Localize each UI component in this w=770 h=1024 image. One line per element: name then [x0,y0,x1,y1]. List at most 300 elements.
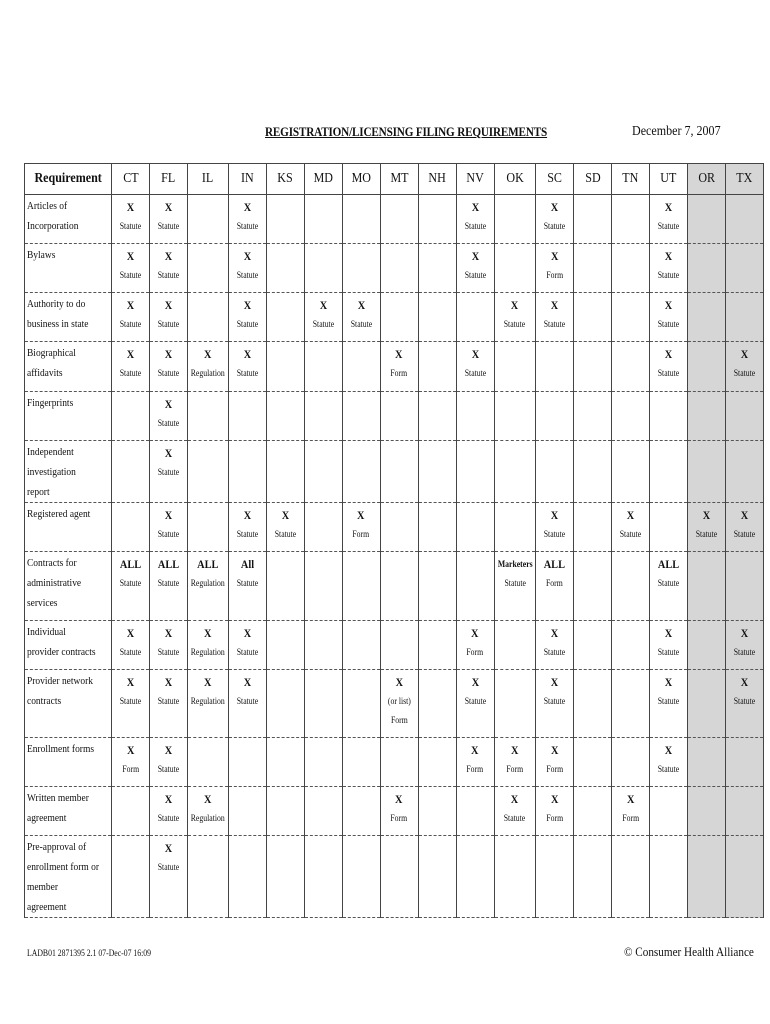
requirement-source: Statute [119,270,142,280]
requirement-cell-ct [112,836,150,918]
requirement-cell-tx [725,441,763,503]
requirement-cell-or [687,738,725,787]
table-header-row [25,164,764,195]
requirement-cell-md [304,441,342,503]
state-column-header-ks: KS [266,164,304,195]
table-row [25,621,764,670]
requirement-cell-mt [380,738,418,787]
requirement-source: Statute [157,319,180,329]
requirement-source: Statute [236,529,258,539]
requirement-mark: X [204,626,212,640]
requirement-cell-mo [342,836,380,918]
requirement-cell-in [228,738,266,787]
requirement-cell-sc [535,293,573,342]
requirement-mark: X [395,675,403,689]
requirement-mark: X [126,347,135,361]
state-column-header-ut: UT [649,164,687,195]
requirement-label: Biographical affidavits [25,342,112,392]
requirement-cell-ok [494,670,535,738]
requirement-cell-nh [418,342,456,392]
requirement-source: Statute [733,696,756,706]
requirement-mark: X [664,675,673,689]
requirement-cell-nv [456,441,494,503]
requirement-cell-ok [494,342,535,392]
requirement-cell-or [687,342,725,392]
requirement-source: Statute [236,578,258,588]
requirement-cell-nh [418,441,456,503]
requirement-source: Statute [657,578,680,588]
requirement-cell-ut [649,670,687,738]
requirement-mark: X [164,841,173,855]
requirement-mark: X [550,200,559,214]
requirement-cell-tn [611,621,649,670]
requirement-cell-or [687,787,725,836]
requirement-mark: X [664,347,673,361]
requirement-mark: ALL [543,557,566,571]
requirement-cell-fl [150,195,188,244]
requirement-mark: ALL [657,557,680,571]
requirement-cell-fl [150,342,188,392]
requirement-cell-or [687,503,725,552]
requirement-cell-mo [342,787,380,836]
requirement-label: Registered agent [25,503,112,552]
requirement-cell-fl [150,836,188,918]
requirement-cell-tx [725,392,763,441]
requirement-mark: X [243,347,251,361]
requirement-cell-tx [725,293,763,342]
requirement-cell-or [687,621,725,670]
requirement-cell-ct [112,503,150,552]
requirement-mark: X [243,626,251,640]
requirement-mark: X [471,249,479,263]
requirement-cell-fl [150,670,188,738]
requirement-cell-ok [494,244,535,293]
requirement-cell-ks [266,738,304,787]
requirement-cell-ct [112,621,150,670]
requirement-cell-ut [649,293,687,342]
table-row [25,787,764,836]
requirement-mark: X [243,200,251,214]
requirement-cell-sd [573,670,611,738]
requirement-cell-ut [649,787,687,836]
requirement-cell-sc [535,342,573,392]
requirement-source: Form [546,764,563,774]
requirement-cell-ut [649,244,687,293]
requirement-mark: X [510,792,519,806]
requirement-cell-il [188,552,229,621]
requirement-cell-mo [342,738,380,787]
state-column-header-ct: CT [112,164,150,195]
requirement-source: Statute [657,647,680,657]
state-column-header-mo: MO [342,164,380,195]
requirement-cell-mo [342,293,380,342]
requirement-cell-il [188,738,229,787]
requirement-cell-il [188,293,229,342]
state-column-header-mt: MT [380,164,418,195]
footer-document-id: LADB01 2871395 2.1 07-Dec-07 16:09 [27,948,152,958]
requirement-cell-tn [611,195,649,244]
requirement-label: Authority to do business in state [25,293,112,342]
requirement-cell-sc [535,621,573,670]
requirement-cell-nh [418,293,456,342]
requirement-cell-or [687,244,725,293]
requirement-source: Statute [312,319,334,329]
requirement-mark: X [550,508,559,522]
state-column-header-il: IL [188,164,229,195]
requirement-cell-fl [150,787,188,836]
requirement-source: Statute [236,270,258,280]
requirements-table [24,163,764,918]
requirement-source-extra: Form [390,715,408,725]
requirement-cell-ut [649,195,687,244]
requirement-cell-tx [725,621,763,670]
requirement-cell-nh [418,392,456,441]
requirement-cell-sc [535,392,573,441]
requirement-cell-tx [725,552,763,621]
requirement-cell-mt [380,342,418,392]
requirement-cell-ct [112,342,150,392]
requirement-mark: X [243,675,251,689]
requirement-source: Statute [350,319,372,329]
requirement-source: (or list) [387,696,411,706]
requirement-label: Written member agreement [25,787,112,836]
requirement-mark: X [702,508,711,522]
requirement-cell-in [228,392,266,441]
requirement-source: Statute [695,529,718,539]
table-row [25,195,764,244]
requirement-mark: X [126,675,135,689]
requirement-cell-ok [494,392,535,441]
requirement-cell-ok [494,738,535,787]
requirement-mark: X [281,508,289,522]
requirement-cell-ks [266,787,304,836]
requirement-cell-nv [456,738,494,787]
footer-copyright: © Consumer Health Alliance [624,944,754,959]
requirement-cell-sc [535,441,573,503]
document-date: December 7, 2007 [632,124,721,139]
requirement-source: Form [390,813,408,823]
requirement-source: Regulation [190,578,225,588]
requirement-mark: X [395,792,403,806]
requirement-mark: X [243,298,251,312]
requirement-cell-ok [494,503,535,552]
requirement-mark: X [164,626,173,640]
requirement-cell-ut [649,621,687,670]
requirement-source: Statute [657,221,680,231]
requirement-cell-sd [573,441,611,503]
requirement-cell-tn [611,342,649,392]
requirement-source: Regulation [190,368,225,378]
requirement-cell-sc [535,503,573,552]
state-column-header-md: MD [304,164,342,195]
requirement-cell-nv [456,836,494,918]
requirement-source: Form [122,764,139,774]
requirement-cell-mt [380,441,418,503]
requirement-source: Statute [119,578,142,588]
requirement-label: Provider network contracts [25,670,112,738]
requirement-cell-ut [649,552,687,621]
requirement-cell-tx [725,738,763,787]
requirement-cell-tx [725,503,763,552]
requirement-cell-in [228,342,266,392]
state-column-header-nh: NH [418,164,456,195]
requirement-cell-md [304,503,342,552]
requirement-cell-ct [112,293,150,342]
requirement-cell-mt [380,195,418,244]
requirement-cell-ks [266,293,304,342]
requirement-source: Form [506,764,524,774]
requirement-cell-ct [112,787,150,836]
state-column-header-fl: FL [150,164,188,195]
requirement-cell-nh [418,836,456,918]
requirement-source: Statute [657,696,680,706]
requirement-mark: Marketers [497,559,533,569]
requirement-source: Statute [236,696,258,706]
requirement-source: Form [546,270,563,280]
requirement-source: Statute [619,529,642,539]
requirement-cell-tx [725,195,763,244]
requirement-cell-ks [266,392,304,441]
requirement-label: Independent investigation report [25,441,112,503]
requirement-cell-il [188,441,229,503]
requirement-source: Statute [464,270,486,280]
requirement-label: Individual provider contracts [25,621,112,670]
requirement-source: Statute [543,221,566,231]
requirement-cell-il [188,342,229,392]
table-row [25,293,764,342]
requirement-cell-sd [573,342,611,392]
requirement-mark: X [740,626,749,640]
requirement-source: Statute [157,696,180,706]
requirement-source: Statute [543,647,566,657]
requirement-cell-mt [380,670,418,738]
requirement-cell-il [188,195,229,244]
state-column-header-tx: TX [725,164,763,195]
requirement-source: Statute [657,368,680,378]
requirement-cell-sc [535,787,573,836]
state-column-header-in: IN [228,164,266,195]
requirement-cell-il [188,244,229,293]
requirement-cell-mo [342,441,380,503]
table-row [25,738,764,787]
table-body [25,195,764,918]
requirement-cell-or [687,836,725,918]
requirement-cell-tx [725,836,763,918]
requirement-mark: X [243,249,251,263]
requirement-cell-nv [456,195,494,244]
requirement-mark: X [550,792,559,806]
requirement-cell-in [228,441,266,503]
requirement-cell-tn [611,293,649,342]
requirement-cell-ct [112,670,150,738]
requirement-source: Statute [733,529,756,539]
table-row [25,342,764,392]
requirement-label: Bylaws [25,244,112,293]
requirement-mark: X [164,249,173,263]
requirement-mark: X [126,200,135,214]
requirement-cell-sc [535,552,573,621]
requirement-mark: X [471,626,479,640]
state-column-header-nv: NV [456,164,494,195]
requirement-label: Articles of Incorporation [25,195,112,244]
requirement-cell-sd [573,836,611,918]
requirement-cell-md [304,293,342,342]
requirement-cell-tn [611,738,649,787]
requirement-source: Statute [236,221,258,231]
requirement-cell-md [304,787,342,836]
requirement-cell-tn [611,244,649,293]
requirement-cell-tx [725,787,763,836]
requirement-cell-in [228,836,266,918]
requirement-source: Statute [157,578,180,588]
requirement-source: Statute [157,862,180,872]
document-title: REGISTRATION/LICENSING FILING REQUIREMENTS [265,124,548,139]
requirement-cell-ut [649,392,687,441]
requirement-source: Statute [503,319,526,329]
requirement-cell-mo [342,670,380,738]
requirement-label: Enrollment forms [25,738,112,787]
requirement-cell-in [228,552,266,621]
requirement-cell-ut [649,738,687,787]
requirement-mark: X [664,298,673,312]
requirement-cell-ks [266,621,304,670]
requirement-mark: X [471,200,479,214]
requirement-cell-sd [573,503,611,552]
requirement-cell-sc [535,195,573,244]
requirement-source: Statute [119,221,142,231]
requirement-mark: X [319,298,327,312]
requirement-cell-in [228,787,266,836]
requirement-cell-mt [380,836,418,918]
requirement-mark: X [164,792,173,806]
table-row [25,552,764,621]
requirement-source: Regulation [190,647,225,657]
requirement-source: Regulation [190,696,225,706]
requirement-cell-ok [494,552,535,621]
state-column-header-ok: OK [494,164,535,195]
requirement-cell-sc [535,670,573,738]
requirement-mark: X [126,249,135,263]
requirement-cell-md [304,621,342,670]
requirement-source: Statute [464,368,486,378]
requirement-cell-ct [112,552,150,621]
requirement-cell-nv [456,392,494,441]
requirement-cell-tn [611,787,649,836]
requirement-cell-tx [725,244,763,293]
table-row [25,836,764,918]
requirement-source: Statute [236,647,258,657]
requirement-mark: X [164,298,173,312]
requirement-cell-mt [380,293,418,342]
requirement-mark: X [510,298,519,312]
requirement-source: Statute [503,813,526,823]
requirement-source: Form [546,813,563,823]
requirement-cell-ok [494,836,535,918]
requirement-source: Statute [503,578,526,588]
requirement-cell-tx [725,670,763,738]
requirement-cell-ct [112,738,150,787]
requirement-cell-nv [456,503,494,552]
requirement-cell-il [188,787,229,836]
requirement-mark: X [550,249,559,263]
requirement-mark: X [626,792,635,806]
requirement-mark: All [240,557,254,571]
requirement-mark: X [740,508,749,522]
requirement-mark: X [164,675,173,689]
state-column-header-sd: SD [573,164,611,195]
requirement-source: Regulation [190,813,225,823]
requirement-cell-or [687,441,725,503]
table-row [25,441,764,503]
requirement-source: Form [546,578,563,588]
requirement-cell-sc [535,836,573,918]
requirement-cell-in [228,195,266,244]
requirement-source: Statute [733,647,756,657]
requirement-mark: X [126,626,135,640]
requirement-cell-or [687,670,725,738]
requirement-cell-nh [418,670,456,738]
requirement-cell-fl [150,621,188,670]
requirement-source: Statute [157,418,180,428]
requirement-cell-mt [380,392,418,441]
requirement-column-header: Requirement [25,164,112,195]
requirement-mark: X [664,200,673,214]
requirement-cell-md [304,670,342,738]
requirement-cell-mo [342,392,380,441]
requirement-cell-in [228,621,266,670]
requirement-cell-ks [266,441,304,503]
requirement-cell-fl [150,293,188,342]
requirement-source: Statute [157,529,180,539]
requirement-cell-sc [535,244,573,293]
requirement-cell-in [228,670,266,738]
requirement-cell-mo [342,621,380,670]
requirement-mark: X [550,298,559,312]
requirement-cell-ks [266,670,304,738]
requirement-source: Statute [274,529,296,539]
requirement-cell-tn [611,503,649,552]
requirement-source: Statute [157,647,180,657]
requirement-cell-md [304,195,342,244]
requirement-label: Pre-approval of enrollment form or member agreement [25,836,112,918]
requirement-mark: X [164,446,173,460]
requirement-cell-ct [112,392,150,441]
requirement-source: Statute [733,368,756,378]
state-column-header-sc: SC [535,164,573,195]
requirement-source: Statute [157,813,180,823]
requirement-source: Form [466,764,484,774]
requirement-cell-ks [266,244,304,293]
requirement-cell-ut [649,342,687,392]
requirement-source: Form [466,647,484,657]
requirement-source: Statute [657,319,680,329]
requirement-source: Statute [157,270,180,280]
requirement-source: Statute [157,221,180,231]
requirement-cell-nv [456,552,494,621]
requirement-source: Statute [657,270,680,280]
requirement-cell-mo [342,552,380,621]
requirement-source: Statute [119,368,142,378]
requirement-cell-nh [418,244,456,293]
table-row [25,392,764,441]
requirement-source: Statute [119,647,142,657]
requirement-mark: X [357,508,365,522]
requirement-cell-ut [649,836,687,918]
requirement-cell-ut [649,503,687,552]
requirement-cell-md [304,836,342,918]
requirement-mark: X [664,249,673,263]
requirement-cell-nv [456,670,494,738]
